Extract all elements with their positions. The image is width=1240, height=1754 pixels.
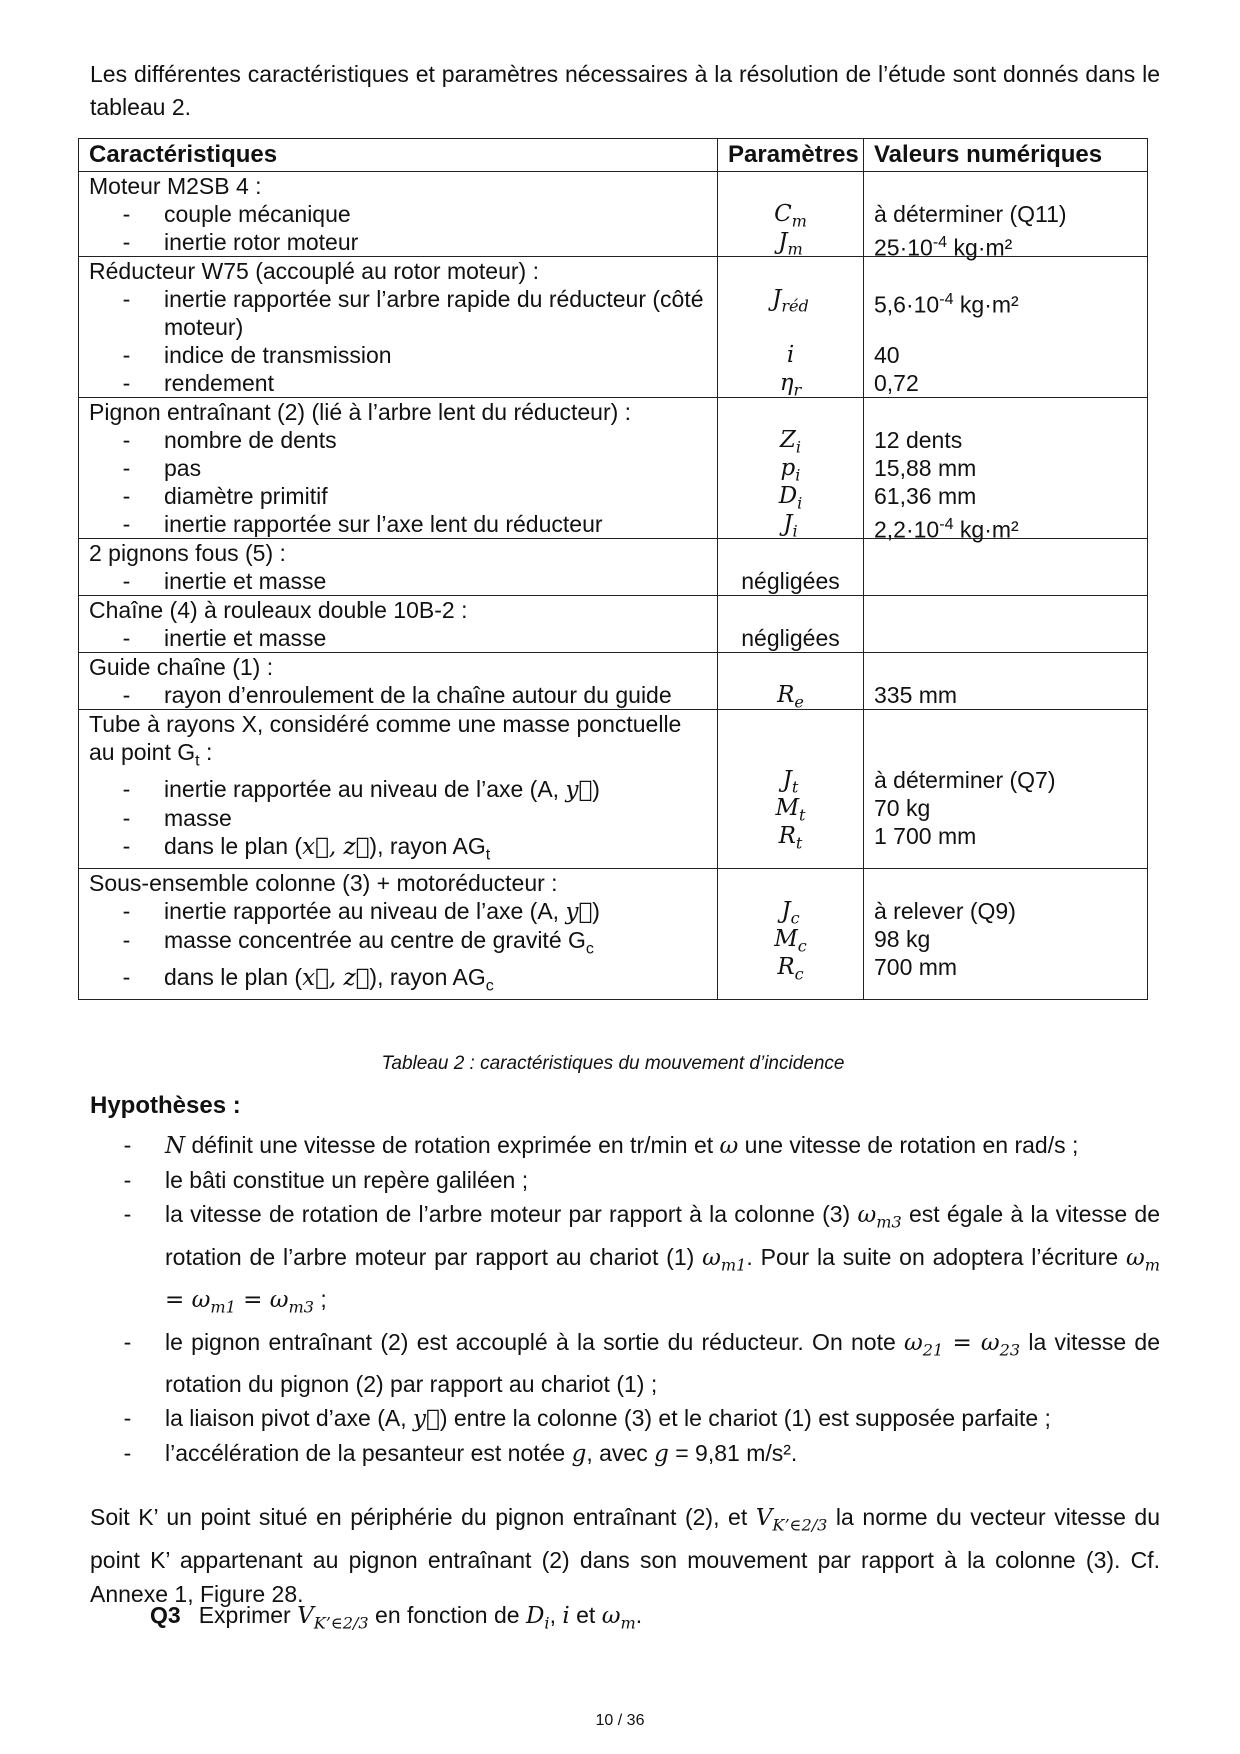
header-characteristics: Caractéristiques [79, 139, 718, 172]
intro-paragraph: Les différentes caractéristiques et paramètres nécessaires à la résolution de l’étude sont donnés dans le tableau 2. [90, 61, 1160, 120]
group-title: Sous-ensemble colonne (3) + motoréducteur : [89, 870, 558, 897]
param-symbol: i [786, 342, 795, 368]
list-item: - inertie rotor moteur [122, 229, 359, 255]
question-q3 [150, 1602, 642, 1633]
table-row-chain [79, 596, 1148, 653]
question-label: Q3 [150, 1602, 181, 1628]
param-symbol: $M_c$ [774, 926, 807, 956]
header-parameters: Paramètres [718, 139, 864, 172]
param-value: 0,72 [874, 370, 919, 396]
list-item: - dans le plan (x⃗, z⃗), rayon $AG_c$ [122, 963, 494, 995]
param-value: 61,36 mm [874, 483, 977, 509]
group-title: Moteur M2SB 4 : [89, 173, 262, 199]
table-caption: Tableau 2 : caractéristiques du mouvement d’incidence [381, 1053, 845, 1074]
param-symbol: $Z_i$ [779, 427, 802, 457]
group-title: Guide chaîne (1) : [89, 654, 274, 680]
question-text: Exprimer $V_{K’\in 2/3}$ en fonction de $D_i$, i et $\omega_m$. [198, 1602, 643, 1633]
param-symbol: $\eta_r$ [779, 370, 802, 400]
param-value: 1 700 mm [874, 823, 977, 849]
group-title: Tube à rayons X, considéré comme une masse ponctuelle au point $G_t$ : [89, 711, 682, 770]
table-row-reducer [79, 257, 1148, 398]
param-value: négligées [741, 568, 840, 594]
param-value: $2,2\cdot 10^{-4}$ kg·m² [874, 515, 1019, 543]
param-symbol: $J_m$ [778, 229, 803, 259]
param-value: 12 dents [874, 427, 963, 453]
param-value: à déterminer (Q7) [874, 767, 1056, 793]
param-symbol: $R_c$ [777, 954, 804, 984]
param-value: 335 mm [874, 682, 958, 708]
list-item: - diamètre primitif [122, 483, 328, 509]
param-value: à déterminer (Q11) [874, 201, 1067, 227]
group-title: Chaîne (4) à rouleaux double 10B-2 : [89, 597, 468, 623]
list-item: - inertie rapportée sur l’arbre rapide du réducteur (côté moteur) [122, 286, 704, 340]
param-symbol: $C_m$ [774, 201, 807, 231]
list-item: - l’accélération de la pesanteur est notée g, avec g = 9,81 m/s². [123, 1440, 798, 1468]
list-item: - inertie rapportée au niveau de l’axe (A, y⃗) [122, 775, 600, 803]
list-item: - dans le plan (x⃗, z⃗), rayon $AG_t$ [122, 832, 491, 864]
list-item: - la liaison pivot d’axe (A, y⃗) entre la colonne (3) et le chariot (1) est supposée parfaite ; [123, 1405, 1051, 1433]
table-row-idler-pinions [79, 539, 1148, 596]
param-value: 15,88 mm [874, 455, 977, 481]
param-value: $25\cdot 10^{-4}$ kg·m² [874, 233, 1013, 261]
point-k-paragraph: Soit K’ un point situé en périphérie du pignon entraînant (2), et $V_{K’\in 2/3}$ la norme du vecteur vitesse du point K’ appartenant au pignon entraînant (2) dans son mouvement par rapport à la colonne (3). Cf. Annexe 1, Figure 28. [90, 1504, 1161, 1607]
list-item: - inertie rapportée sur l’axe lent du réducteur [122, 511, 603, 537]
group-title: Pignon entraînant (2) (lié à l’arbre lent du réducteur) : [89, 399, 632, 425]
param-value: 40 [874, 342, 900, 368]
param-symbol: $R_e$ [777, 682, 804, 712]
hypotheses-title: Hypothèses : [90, 1092, 241, 1119]
list-item: - nombre de dents [122, 427, 337, 453]
param-value: 70 kg [874, 795, 931, 821]
list-item: - indice de transmission [122, 342, 392, 368]
table-row-xray-tube [79, 710, 1148, 869]
list-item: - masse concentrée au centre de gravité $G_c$ [122, 927, 594, 958]
header-values: Valeurs numériques [864, 139, 1148, 172]
param-symbol: $R_t$ [778, 823, 803, 853]
param-symbol: $J_{réd}$ [772, 286, 809, 316]
param-value: 98 kg [874, 926, 931, 953]
table-row-chain-guide [79, 653, 1148, 710]
hypotheses-list [90, 1128, 1160, 1471]
param-symbol: $D_i$ [778, 483, 803, 513]
list-item: - la vitesse de rotation de l’arbre moteur par rapport à la colonne (3) $\omega_{m3}$ est égale à la vitesse de rotation de l’arbre moteur par rapport au chariot (1) $\omega_{m1}$. Pour la suite on adoptera l’écriture $\omega_m = \omega_{m1} = \omega_{m3}$ ; [123, 1201, 1161, 1317]
param-value: négligées [741, 625, 840, 651]
group-title: Réducteur W75 (accouplé au rotor moteur) : [89, 258, 539, 284]
list-item: - inertie rapportée au niveau de l’axe (A, y⃗) [122, 898, 600, 926]
param-value: $5,6\cdot 10^{-4}$ kg·m² [874, 290, 1019, 318]
table-row-column-assembly [79, 869, 1148, 1000]
list-item: - le bâti constitue un repère galiléen ; [123, 1167, 529, 1193]
param-value: à relever (Q9) [874, 898, 1016, 925]
parameters-table [78, 138, 1148, 1000]
list-item: - couple mécanique [122, 201, 351, 227]
table-header-row [79, 139, 1148, 172]
table-row-motor [79, 172, 1148, 257]
param-symbol: $J_t$ [782, 767, 799, 797]
param-symbol: $M_t$ [775, 795, 806, 825]
list-item: - N définit une vitesse de rotation exprimée en tr/min et ω une vitesse de rotation en rad/s ; [123, 1132, 1079, 1159]
list-item: - le pignon entraînant (2) est accouplé à la sortie du réducteur. On note $\omega_{21} = \omega_{23}$ la vitesse de rotation du pignon (2) par rapport au chariot (1) ; [123, 1328, 1160, 1398]
param-symbol: $J_i$ [783, 511, 798, 541]
list-item: - masse [122, 804, 232, 831]
list-item: - inertie et masse [122, 568, 327, 594]
group-title: 2 pignons fous (5) : [89, 540, 286, 566]
param-value: 700 mm [874, 954, 958, 981]
list-item: - inertie et masse [122, 625, 327, 651]
page-number: 10 / 36 [595, 1712, 645, 1729]
param-symbol: $J_c$ [781, 898, 800, 928]
param-symbol: $p_i$ [780, 455, 801, 485]
list-item: - rendement [122, 370, 274, 396]
table-row-pinion [79, 398, 1148, 539]
list-item: - rayon d’enroulement de la chaîne autour du guide [122, 682, 672, 708]
list-item: - pas [122, 455, 202, 481]
